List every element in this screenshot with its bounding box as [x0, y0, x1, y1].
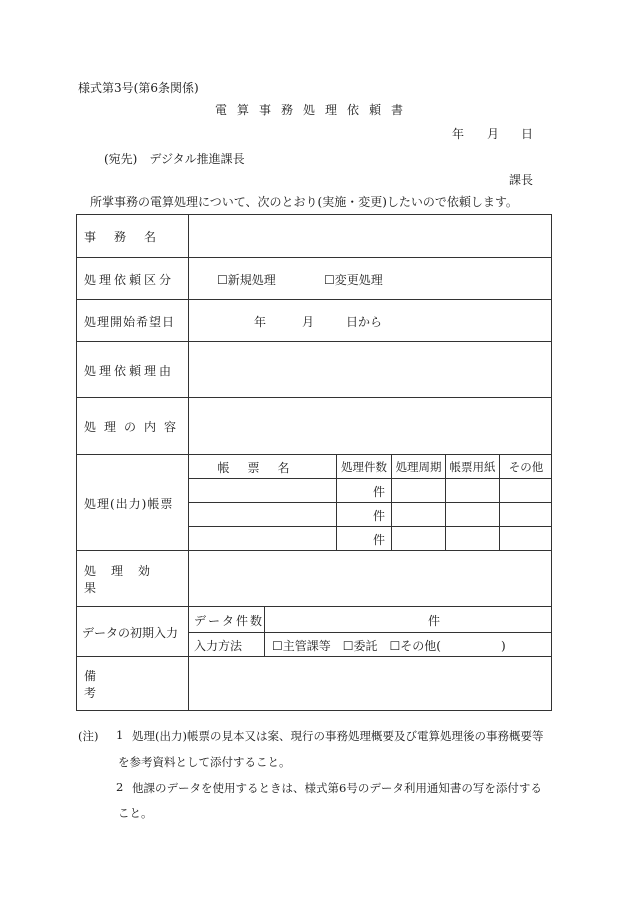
- note-2-line-2: こと。: [118, 806, 153, 820]
- date-month: 月: [487, 127, 500, 141]
- remarks-text: 備考: [84, 669, 157, 700]
- label-remarks: [84, 657, 188, 711]
- start-day-label: 日から: [346, 314, 383, 329]
- label-effect: 処理効果: [84, 564, 166, 595]
- checkbox-new-process[interactable]: ☐新規処理: [217, 272, 276, 287]
- label-input-method: 入力方法: [194, 638, 243, 653]
- notes-prefix: (注): [78, 729, 99, 743]
- label-reason: 処理依頼理由: [84, 363, 175, 378]
- date-year: 年: [452, 127, 465, 141]
- intro-text: 所掌事務の電算処理について、次のとおり(実施・変更)したいので依頼します。: [90, 195, 518, 209]
- count-unit-row2: 件: [372, 508, 385, 523]
- label-data-count: データ件数: [194, 613, 265, 628]
- label-start-date: 処理開始希望日: [84, 314, 176, 329]
- col-header-form-name: 帳票名: [217, 460, 308, 475]
- note-1-line-1: 処理(出力)帳票の見本又は案、現行の事務処理概要及び電算処理後の事務概要等: [132, 729, 544, 743]
- data-count-unit: 件: [428, 613, 441, 628]
- page-title: 電算事務処理依頼書: [215, 103, 414, 117]
- start-month-label: 月: [302, 314, 315, 329]
- label-jimu-mei: 事務名: [84, 229, 175, 244]
- col-header-cycle: 処理周期: [395, 460, 442, 474]
- label-content: 処理の内容: [84, 420, 185, 434]
- label-output-forms: 処理(出力)帳票: [84, 496, 174, 511]
- col-header-paper: 帳票用紙: [449, 460, 496, 474]
- form-number: 様式第3号(第6条関係): [78, 81, 199, 95]
- col-header-count: 処理件数: [341, 460, 387, 474]
- checkbox-change-process[interactable]: ☐変更処理: [324, 272, 383, 287]
- count-unit-row3: 件: [372, 532, 385, 547]
- note-2-number: 2: [116, 780, 124, 794]
- note-1-line-2: を参考資料として添付すること。: [118, 755, 291, 769]
- count-unit-row1: 件: [372, 484, 385, 499]
- input-method-options[interactable]: ☐主管課等 ☐委託 ☐その他( ): [272, 638, 506, 653]
- addressee: (宛先) デジタル推進課長: [104, 152, 245, 166]
- date-day: 日: [521, 127, 534, 141]
- label-irai-kubun: 処理依頼区分: [84, 272, 175, 287]
- request-form-table: [76, 214, 552, 711]
- label-initial-input: データの初期入力: [82, 625, 179, 640]
- col-header-other: その他: [508, 460, 544, 474]
- start-year-label: 年: [254, 314, 267, 329]
- note-1-number: 1: [116, 728, 124, 742]
- note-2-line-1: 他課のデータを使用するときは、様式第6号のデータ利用通知書の写を添付する: [132, 781, 542, 795]
- from-section-chief: 課長: [509, 173, 534, 187]
